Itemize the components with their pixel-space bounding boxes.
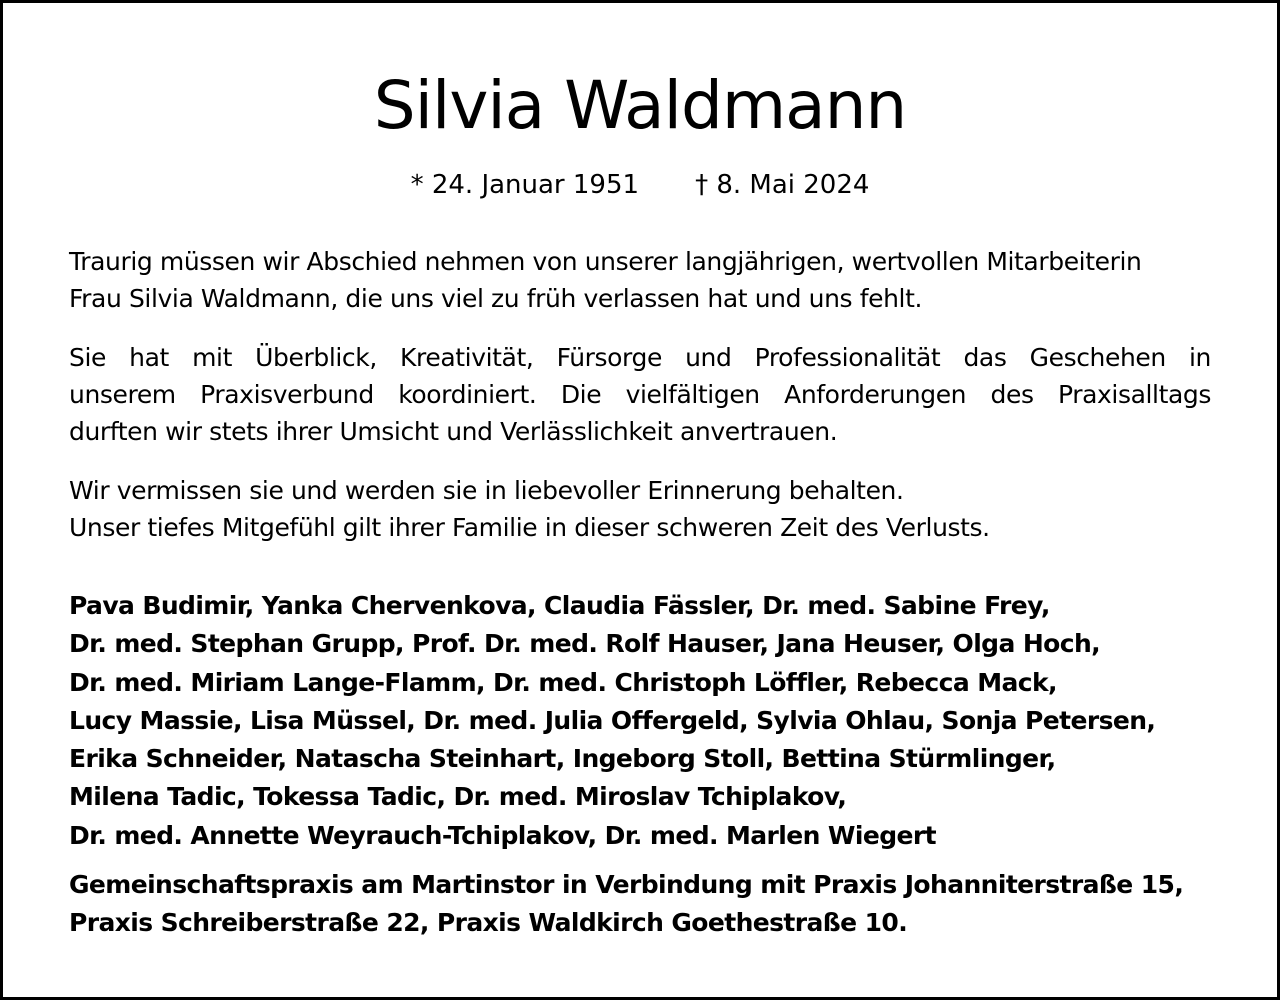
signers-line: Milena Tadic, Tokessa Tadic, Dr. med. Miroslav Tchiplakov, (69, 782, 847, 812)
signers-line: Dr. med. Miriam Lange-Flamm, Dr. med. Christoph Löffler, Rebecca Mack, (69, 667, 1057, 697)
death-date: † 8. Mai 2024 (695, 170, 870, 200)
signers-line: Erika Schneider, Natascha Steinhart, Ingeborg Stoll, Bettina Stürmlinger, (69, 744, 1056, 774)
signers-list (69, 587, 1229, 855)
text-line: Sie hat mit Überblick, Kreativität, Fürsorge und Professionalität das Geschehen in (69, 343, 1211, 372)
tribute-paragraph (69, 339, 1211, 450)
deceased-name: Silvia Waldmann (373, 67, 907, 144)
life-dates (3, 170, 1277, 201)
signers-line: Lucy Massie, Lisa Müssel, Dr. med. Julia Offergeld, Sylvia Ohlau, Sonja Petersen, (69, 705, 1156, 735)
signers-line: Dr. med. Stephan Grupp, Prof. Dr. med. Rolf Hauser, Jana Heuser, Olga Hoch, (69, 629, 1101, 659)
text-line: Frau Silvia Waldmann, die uns viel zu früh verlassen hat und uns fehlt. (69, 284, 923, 313)
text-line: Traurig müssen wir Abschied nehmen von unserer langjährigen, wertvollen Mitarbeiterin (69, 247, 1142, 276)
signers-line: Pava Budimir, Yanka Chervenkova, Claudia Fässler, Dr. med. Sabine Frey, (69, 591, 1050, 620)
condolence-paragraph (69, 472, 1211, 546)
signers-line: Dr. med. Annette Weyrauch-Tchiplakov, Dr. med. Marlen Wiegert (69, 820, 936, 850)
birth-date: * 24. Januar 1951 (410, 170, 640, 200)
text-line: unserem Praxisverbund koordiniert. Die vielfältigen Anforderungen des Praxisalltags (69, 380, 1211, 409)
text-line: durften wir stets ihrer Umsicht und Verlässlichkeit anvertrauen. (69, 417, 838, 446)
farewell-paragraph (69, 243, 1211, 317)
text-line: Unser tiefes Mitgefühl gilt ihrer Familie in dieser schweren Zeit des Verlusts. (69, 513, 990, 542)
practice-line: Praxis Schreiberstraße 22, Praxis Waldkirch Goethestraße 10. (69, 908, 908, 937)
text-line: Wir vermissen sie und werden sie in liebevoller Erinnerung behalten. (69, 476, 904, 505)
practice-info (69, 866, 1229, 942)
practice-line: Gemeinschaftspraxis am Martinstor in Verbindung mit Praxis Johanniterstraße 15, (69, 870, 1184, 899)
